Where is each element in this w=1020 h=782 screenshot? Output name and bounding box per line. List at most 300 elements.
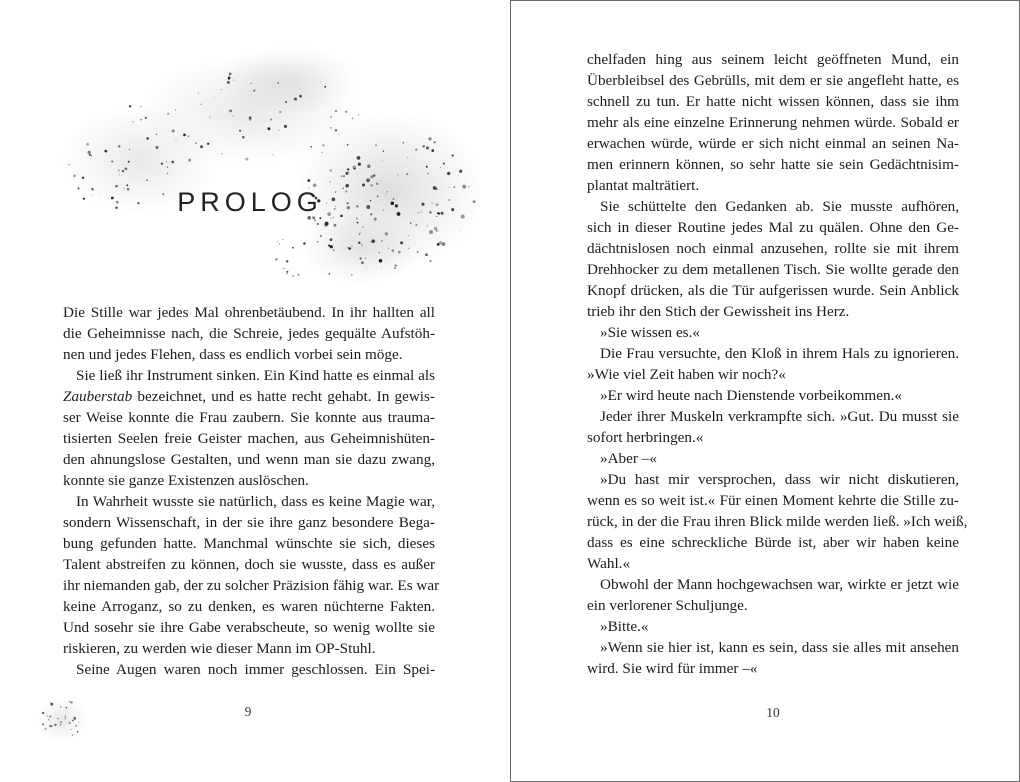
star-speck xyxy=(229,110,232,113)
text-line: Drehhocker zu dem metallenen Tisch. Sie wollte gerade den xyxy=(587,261,959,278)
star-speck xyxy=(426,226,427,227)
text-line: »Sie wissen es.« xyxy=(600,324,700,341)
star-speck xyxy=(370,175,373,178)
star-speck xyxy=(69,164,70,165)
star-speck xyxy=(362,226,364,228)
text-line: Überbleibsel des Gebrülls, mit dem er sie angefleht hatte, es xyxy=(587,72,959,89)
star-speck xyxy=(351,245,352,246)
star-speck xyxy=(415,224,417,226)
star-speck xyxy=(434,227,437,230)
star-speck xyxy=(330,238,333,241)
star-speck xyxy=(50,702,51,703)
star-speck xyxy=(398,251,401,254)
text-line: Obwohl der Mann hochgewachsen war, wirkte er jetzt wie xyxy=(600,576,959,593)
text-line: »Du hast mir versprochen, dass wir nicht diskutieren, xyxy=(600,471,959,488)
star-speck xyxy=(391,202,395,206)
star-speck xyxy=(321,152,322,153)
star-speck xyxy=(345,111,347,113)
text-line: keine Arroganz, so zu denken, es waren nüchterne Fakten. xyxy=(63,598,435,615)
text-line: In Wahrheit wusste sie natürlich, dass es keine Magie war, xyxy=(76,493,435,510)
star-speck xyxy=(171,161,174,164)
text-line: »Wenn sie hier ist, kann es sein, dass sie alles mit ansehen xyxy=(600,639,959,656)
text-line: sondern Wissenschaft, in der sie ihre ganz besondere Bega- xyxy=(63,514,435,531)
star-speck xyxy=(167,173,168,174)
text-line: erwachen würde, würde er sich nicht einmal an seinen Na- xyxy=(587,135,959,152)
star-speck xyxy=(277,241,278,242)
text-line: wird. Sie wird für immer –« xyxy=(587,660,758,677)
star-speck xyxy=(385,194,386,195)
star-speck xyxy=(60,721,62,723)
star-speck xyxy=(66,707,68,709)
star-speck xyxy=(251,83,253,85)
star-speck xyxy=(64,718,66,720)
star-speck xyxy=(124,167,127,170)
star-speck xyxy=(386,191,387,192)
star-speck xyxy=(69,722,71,724)
star-speck xyxy=(451,208,454,211)
text-line: Die Stille war jedes Mal ohrenbetäubend. In ihr hallten all xyxy=(63,304,435,321)
star-speck xyxy=(452,154,454,156)
star-speck xyxy=(400,241,403,244)
star-speck xyxy=(352,118,354,120)
star-speck xyxy=(376,183,378,185)
star-speck xyxy=(286,271,288,273)
star-speck xyxy=(146,137,148,139)
star-speck xyxy=(91,195,92,196)
star-speck xyxy=(370,200,372,202)
star-speck xyxy=(370,213,372,215)
star-speck xyxy=(436,216,438,218)
star-speck xyxy=(417,251,419,253)
star-speck xyxy=(82,177,84,179)
star-speck xyxy=(299,95,302,98)
star-speck xyxy=(429,230,433,234)
star-speck xyxy=(443,163,445,165)
star-speck xyxy=(118,145,120,147)
text-line: wenn es so weit ist.« Für einen Moment kehrte die Stille zu- xyxy=(587,492,959,509)
star-speck xyxy=(436,203,439,206)
text-line: Die Frau versuchte, den Kloß in ihrem Hals zu ignorieren. xyxy=(600,345,959,362)
star-speck xyxy=(253,89,255,91)
star-speck xyxy=(49,715,52,718)
star-speck xyxy=(91,155,92,156)
star-speck xyxy=(370,241,371,242)
star-speck xyxy=(228,77,231,80)
star-speck xyxy=(427,173,429,175)
text-fragment: bezeichnet, und es hatte recht gehabt. In gewis- xyxy=(132,388,435,405)
text-line xyxy=(63,386,435,407)
star-speck xyxy=(209,117,210,118)
star-speck xyxy=(307,179,310,182)
star-speck xyxy=(303,242,305,244)
star-speck xyxy=(207,143,209,145)
star-speck xyxy=(462,185,466,189)
text-line: konnte sie ganze Existenzen auslöschen. xyxy=(63,472,309,489)
star-speck xyxy=(104,150,107,153)
star-speck xyxy=(277,82,278,83)
star-speck xyxy=(167,167,168,168)
text-line: »Wie viel Zeit haben wir noch?« xyxy=(587,366,786,383)
text-line: den ahnungslose Gestalten, und wenn man sie dazu zwang, xyxy=(63,451,435,468)
text-line: die Geheimnisse nach, die Schreie, jedes gequälte Aufstöh- xyxy=(63,325,435,342)
page-number-right: 10 xyxy=(766,705,780,720)
star-speck xyxy=(357,222,359,224)
star-speck xyxy=(145,117,147,119)
star-speck xyxy=(47,715,48,716)
star-speck xyxy=(118,185,119,186)
star-speck xyxy=(188,136,189,137)
star-speck xyxy=(371,239,375,243)
star-speck xyxy=(279,111,282,114)
star-speck xyxy=(358,114,359,115)
star-speck xyxy=(221,89,222,90)
star-speck xyxy=(285,101,287,103)
star-speck xyxy=(65,715,67,717)
star-speck xyxy=(175,110,176,111)
star-speck xyxy=(330,169,332,171)
star-speck xyxy=(239,130,241,132)
star-speck xyxy=(358,242,360,244)
star-speck xyxy=(195,142,197,144)
star-speck xyxy=(359,233,360,234)
text-line: dächtnislosen noch einmal anzusehen, rollte sie mit ihrem xyxy=(587,240,959,257)
text-line: men erinnern können, so sehr hatte sie sein Gedächtnisim- xyxy=(587,156,959,173)
text-line: ser Weise konnte die Frau zaubern. Sie konnte aus trauma- xyxy=(63,409,435,426)
star-speck xyxy=(233,80,234,81)
star-speck xyxy=(437,243,440,246)
star-speck xyxy=(393,198,395,200)
star-speck xyxy=(57,718,58,719)
text-line: Knopf drücken, als die Tür aufgerissen wurde. Sein Anblick xyxy=(587,282,959,299)
star-speck xyxy=(129,149,130,150)
star-speck xyxy=(51,725,53,727)
star-speck xyxy=(161,163,163,165)
star-speck xyxy=(362,245,363,246)
right-page xyxy=(510,0,1020,782)
star-speck xyxy=(381,240,383,242)
left-page-text xyxy=(63,302,440,680)
star-speck xyxy=(421,203,424,206)
star-speck xyxy=(129,105,131,107)
star-speck xyxy=(320,235,322,237)
star-speck xyxy=(335,110,337,112)
star-speck xyxy=(73,174,76,177)
star-speck xyxy=(382,160,383,161)
star-speck xyxy=(434,141,436,143)
star-speck xyxy=(72,720,74,722)
star-speck xyxy=(379,259,383,263)
star-speck xyxy=(447,172,450,175)
star-speck xyxy=(314,219,316,221)
star-speck xyxy=(270,118,272,120)
star-speck xyxy=(60,706,61,707)
star-speck xyxy=(69,701,71,703)
chapter-title: PROLOG xyxy=(177,187,323,217)
star-speck xyxy=(460,230,461,231)
star-speck xyxy=(420,212,421,213)
star-speck xyxy=(426,147,429,150)
star-speck xyxy=(381,268,382,269)
star-speck xyxy=(88,151,91,154)
star-speck xyxy=(48,719,49,720)
star-speck xyxy=(408,235,409,236)
text-line: nen und jedes Flehen, dass es endlich vorbei sein möge. xyxy=(63,346,403,363)
text-line: trieb ihr den Stich der Gewissheit ins Herz. xyxy=(587,303,850,320)
star-speck xyxy=(468,186,470,188)
star-speck xyxy=(322,144,324,146)
star-speck xyxy=(329,181,330,182)
star-speck xyxy=(425,253,428,256)
star-speck xyxy=(78,187,80,189)
star-speck xyxy=(397,211,398,212)
star-speck xyxy=(87,153,88,154)
text-line: plantat malträtiert. xyxy=(587,177,700,194)
text-line: »Er wird heute nach Dienstende vorbeikommen.« xyxy=(600,387,902,404)
star-speck xyxy=(166,161,167,162)
star-speck xyxy=(417,212,418,213)
star-speck xyxy=(433,186,437,190)
star-speck xyxy=(71,729,72,730)
star-speck xyxy=(200,103,202,105)
star-speck xyxy=(415,148,418,151)
star-speck xyxy=(338,134,339,135)
star-speck xyxy=(353,165,357,169)
star-speck xyxy=(330,116,332,118)
text-line: ein verlorener Schuljunge. xyxy=(587,597,748,614)
star-speck xyxy=(448,199,450,201)
star-speck xyxy=(292,275,294,277)
star-speck xyxy=(397,174,398,175)
star-speck xyxy=(408,248,410,250)
starfield-decoration-icon xyxy=(60,40,480,290)
star-speck xyxy=(366,178,370,182)
star-speck xyxy=(72,734,74,736)
star-speck xyxy=(383,210,384,211)
star-speck xyxy=(44,728,46,730)
text-line: tisierten Seelen freie Geister machen, aus Geheimnishüten- xyxy=(63,430,435,447)
star-speck xyxy=(449,187,450,188)
star-speck xyxy=(73,717,76,720)
star-speck xyxy=(366,205,370,209)
star-speck xyxy=(431,202,432,203)
star-speck xyxy=(453,186,455,188)
star-speck xyxy=(370,184,371,185)
star-speck xyxy=(127,188,130,191)
star-speck xyxy=(403,142,404,143)
star-speck xyxy=(146,180,147,181)
star-speck xyxy=(431,149,434,152)
text-line: mehr als eine einzelne Erinnerung nehmen würde. Sobald er xyxy=(587,114,959,131)
star-speck xyxy=(371,184,373,186)
text-line: Sie ließ ihr Instrument sinken. Ein Kind hatte es einmal als xyxy=(76,367,435,384)
star-speck xyxy=(333,249,335,251)
star-speck xyxy=(183,134,186,137)
star-speck xyxy=(349,172,350,173)
star-speck xyxy=(116,201,119,204)
star-speck xyxy=(124,188,125,189)
star-speck xyxy=(345,172,348,175)
star-speck xyxy=(383,150,385,152)
star-speck xyxy=(366,267,367,268)
star-speck xyxy=(115,207,117,209)
star-speck xyxy=(156,146,159,149)
star-speck xyxy=(111,160,113,162)
star-speck xyxy=(292,247,294,249)
text-line: riskieren, zu werden wie dieser Mann im OP-Stuhl. xyxy=(63,640,376,657)
text-line: Und sosehr sie ihre Gabe verabscheute, so wenig wollte sie xyxy=(63,619,435,636)
star-speck xyxy=(347,144,349,146)
star-speck xyxy=(407,157,408,158)
star-speck xyxy=(395,265,397,267)
star-speck xyxy=(362,184,365,187)
star-speck xyxy=(347,247,349,249)
text-line: Talent abstreifen zu können, doch sie wusste, dass es außer xyxy=(63,556,435,573)
star-speck xyxy=(198,93,199,94)
star-speck xyxy=(353,222,354,223)
star-speck xyxy=(50,703,53,706)
star-speck xyxy=(284,125,287,128)
star-speck xyxy=(286,273,288,275)
star-speck xyxy=(77,731,78,732)
star-speck xyxy=(365,258,366,259)
star-speck xyxy=(379,252,380,253)
star-speck xyxy=(324,224,327,227)
star-speck xyxy=(286,260,288,262)
text-line: sich in dieser Routine jedes Mal zu quälen. Ohne den Ge- xyxy=(587,219,959,236)
star-speck xyxy=(71,701,73,703)
star-speck xyxy=(156,134,157,135)
star-speck xyxy=(75,725,77,727)
text-line: ihr niemanden gab, der zu solcher Präzision fähig war. Es war xyxy=(63,577,440,594)
star-speck xyxy=(375,144,377,146)
star-speck xyxy=(358,163,361,166)
star-speck xyxy=(54,724,56,726)
star-speck xyxy=(167,113,169,115)
star-speck xyxy=(294,97,297,100)
star-speck xyxy=(242,136,245,139)
text-line: Sie schüttelte den Gedanken ab. Sie musste aufhören, xyxy=(600,198,959,215)
star-speck xyxy=(459,170,462,173)
star-speck xyxy=(272,154,273,155)
star-speck xyxy=(311,146,313,148)
star-speck xyxy=(374,218,377,221)
star-speck xyxy=(249,116,252,119)
star-speck xyxy=(200,145,203,148)
text-line: schnell zu tun. Er hatte nicht wissen können, dass sie ihm xyxy=(587,93,959,110)
star-speck xyxy=(267,127,270,130)
star-speck xyxy=(279,243,280,244)
star-speck xyxy=(317,223,319,225)
star-speck xyxy=(359,234,360,235)
star-speck xyxy=(394,267,396,269)
text-line: »Bitte.« xyxy=(600,618,649,635)
star-speck xyxy=(140,106,141,107)
star-speck xyxy=(172,129,175,132)
star-speck xyxy=(367,165,370,168)
star-speck xyxy=(79,722,80,723)
page-number-left: 9 xyxy=(244,704,252,719)
star-speck xyxy=(385,232,388,235)
star-speck xyxy=(111,197,114,200)
star-speck xyxy=(214,97,215,98)
star-speck xyxy=(441,212,444,215)
star-speck xyxy=(343,175,345,177)
star-speck xyxy=(115,185,117,187)
star-speck xyxy=(347,168,349,170)
text-line: dass es eine schreckliche Bürde ist, aber wir haben keine xyxy=(587,534,959,551)
star-speck xyxy=(406,173,408,175)
italic-phrase: Zauberstab xyxy=(63,388,133,405)
star-speck xyxy=(341,176,342,177)
star-speck xyxy=(282,239,283,240)
star-speck xyxy=(329,273,331,275)
star-speck xyxy=(324,86,326,88)
text-line: Wahl.« xyxy=(587,555,631,572)
star-speck xyxy=(188,159,191,162)
star-speck xyxy=(229,72,232,75)
text-line: bung gefunden hatte. Manchmal wünschte sie sich, dieses xyxy=(63,535,435,552)
star-speck xyxy=(137,202,139,204)
star-speck xyxy=(328,245,330,247)
star-speck xyxy=(42,712,44,714)
star-speck xyxy=(42,723,44,725)
star-speck xyxy=(317,241,319,243)
star-speck xyxy=(122,170,124,172)
star-speck xyxy=(89,154,91,156)
star-speck xyxy=(377,195,379,197)
star-speck xyxy=(428,137,431,140)
text-line: Jeder ihrer Muskeln verkrampfte sich. »Gut. Du musst sie xyxy=(600,408,959,425)
star-speck xyxy=(283,268,284,269)
star-speck xyxy=(128,161,130,163)
star-speck xyxy=(227,81,230,84)
star-speck xyxy=(175,139,176,140)
star-speck xyxy=(133,121,134,122)
star-speck xyxy=(119,174,120,175)
star-speck xyxy=(351,274,352,275)
star-speck xyxy=(221,153,222,154)
star-speck xyxy=(359,257,361,259)
star-speck xyxy=(437,212,439,214)
text-line: Seine Augen waren noch immer geschlossen. Ein Spei- xyxy=(76,661,435,678)
text-line: »Aber –« xyxy=(600,450,657,467)
star-speck xyxy=(333,224,336,227)
star-speck xyxy=(395,204,398,207)
star-speck xyxy=(473,200,476,203)
star-speck xyxy=(361,261,364,264)
star-speck xyxy=(60,724,61,725)
star-speck xyxy=(126,184,128,186)
star-speck xyxy=(297,274,299,276)
star-speck xyxy=(429,260,431,262)
star-speck xyxy=(92,189,94,191)
star-speck xyxy=(429,211,431,213)
star-speck xyxy=(275,258,278,261)
text-line: chelfaden hing aus seinem leicht geöffneten Mund, ein xyxy=(587,51,959,68)
star-speck xyxy=(118,170,120,172)
star-speck xyxy=(330,127,332,129)
text-line: rück, in der die Frau ihren Blick milde werden ließ. »Ich weiß, xyxy=(587,513,968,530)
star-speck xyxy=(397,212,401,216)
star-speck xyxy=(100,195,101,196)
star-speck xyxy=(391,249,394,252)
star-speck xyxy=(245,158,248,161)
star-speck xyxy=(356,205,358,207)
star-speck xyxy=(361,244,362,245)
star-speck xyxy=(422,145,424,147)
corner-stars-decoration-icon xyxy=(30,690,110,770)
star-speck xyxy=(356,218,358,220)
